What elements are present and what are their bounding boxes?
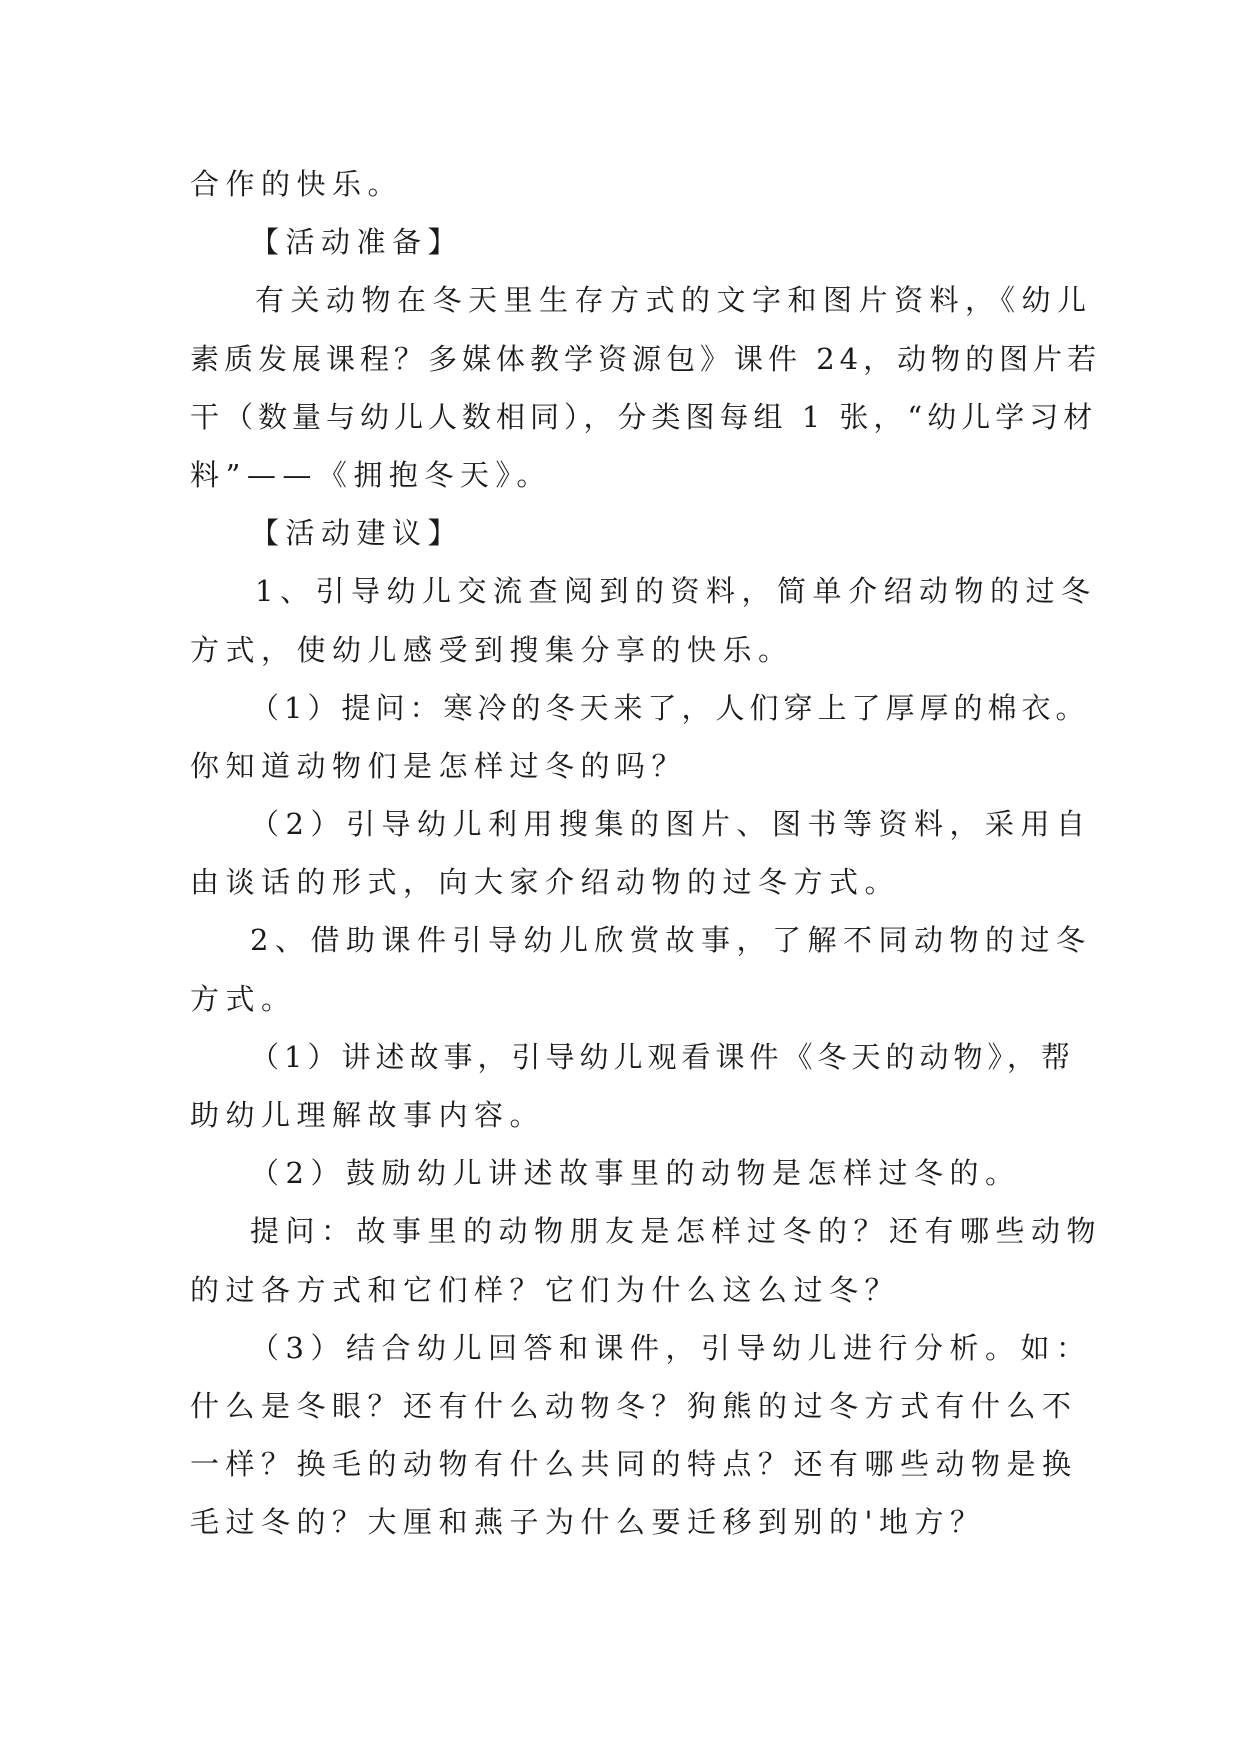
text-line: 2、借助课件引导幼儿欣赏故事，了解不同动物的过冬 (250, 923, 1092, 958)
document-body (190, 155, 1103, 1552)
text-line: 你知道动物们是怎样过冬的吗？ (190, 748, 688, 783)
text-line: （2）鼓励幼儿讲述故事里的动物是怎样过冬的。 (250, 1156, 1021, 1191)
text-line: （2）引导幼儿利用搜集的图片、图书等资料，采用自 (250, 807, 1092, 842)
section-heading-preparation: 【活动准备】 (250, 225, 464, 260)
text-line: 什么是冬眼？还有什么动物冬？狗熊的过冬方式有什么不 (190, 1388, 1078, 1423)
text-line: （3）结合幼儿回答和课件，引导幼儿进行分析。如： (250, 1330, 1092, 1365)
text-line: 方式。 (190, 981, 297, 1016)
section-heading-suggestions: 【活动建议】 (250, 516, 464, 551)
text-line: 料”——《拥抱冬天》。 (190, 457, 552, 492)
text-line: 1、引导幼儿交流查阅到的资料，简单介绍动物的过冬 (255, 574, 1097, 609)
text-line: 一样？换毛的动物有什么共同的特点？还有哪些动物是换 (190, 1447, 1078, 1482)
text-line: （1）提问：寒冷的冬天来了，人们穿上了厚厚的棉衣。 (250, 690, 1090, 725)
text-line: 合作的快乐。 (190, 167, 404, 201)
text-line: 有关动物在冬天里生存方式的文字和图片资料，《幼儿 (255, 283, 1093, 318)
text-line: 提问：故事里的动物朋友是怎样过冬的？还有哪些动物 (250, 1214, 1103, 1249)
text-line: 的过各方式和它们样？它们为什么这么过冬？ (190, 1272, 901, 1307)
text-line: 助幼儿理解故事内容。 (190, 1098, 546, 1132)
text-line: 方式，使幼儿感受到搜集分享的快乐。 (190, 632, 794, 667)
text-line: 由谈话的形式，向大家介绍动物的过冬方式。 (190, 865, 901, 900)
text-line: 干（数量与幼儿人数相同），分类图每组 1 张，“幼儿学习材 (190, 399, 1098, 434)
text-line: 素质发展课程？多媒体教学资源包》课件 24，动物的图片若 (190, 341, 1102, 376)
text-line: 毛过冬的？大厘和燕子为什么要迁移到别的'地方？ (190, 1505, 986, 1540)
text-line: （1）讲述故事，引导幼儿观看课件《冬天的动物》，帮 (250, 1039, 1075, 1074)
